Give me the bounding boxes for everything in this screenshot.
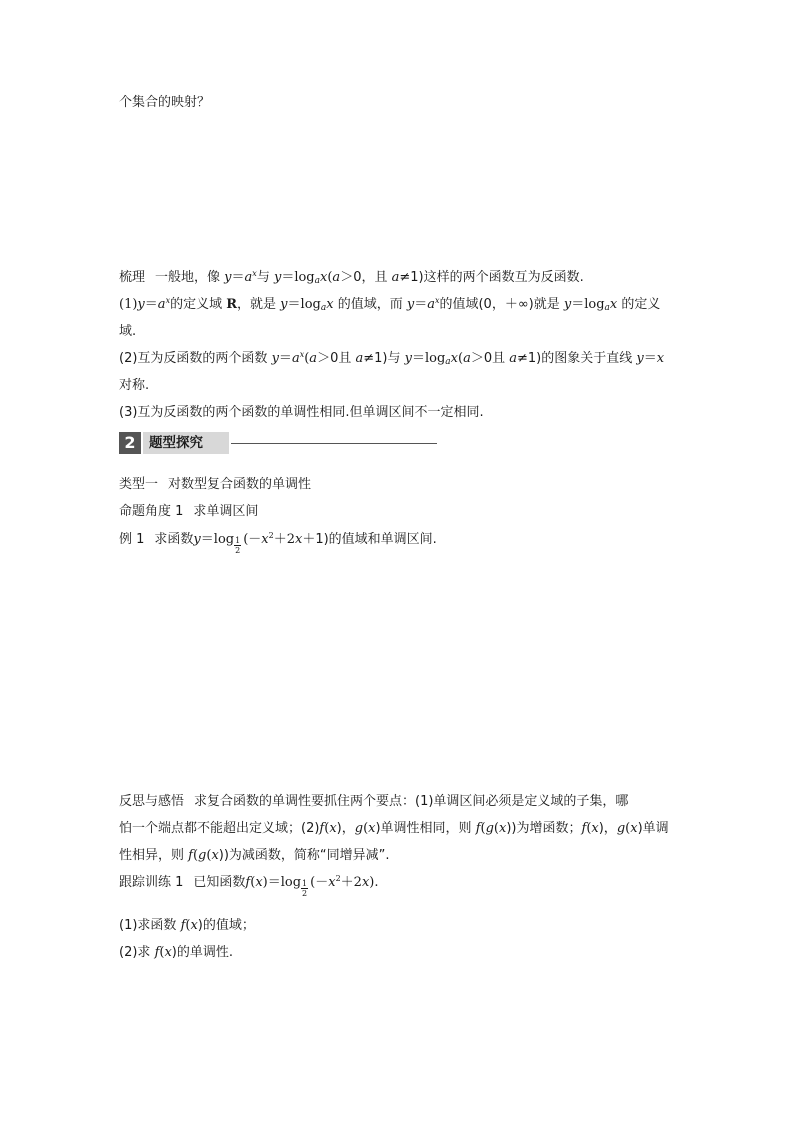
section-rule <box>231 443 437 444</box>
summary-line-1: 梳理 一般地，像 $y=a^x$与 $y=\log_ax(a>0$，且 a≠1)这样的两个函数互为反函数. <box>119 269 584 286</box>
intro-tail: 个集合的映射？ <box>119 95 211 110</box>
summary-lead: 梳理 <box>119 270 146 285</box>
example-1: 例 1 求函数y＝log $\frac{1}{2}$ $(-x^2+2x+1)$的值域和单调区间. <box>119 531 437 555</box>
intro-text <box>119 94 210 112</box>
fraction-one-half: $\frac{1}{2}$ <box>302 879 308 898</box>
fraction-one-half: $\frac{1}{2}$ <box>235 536 241 555</box>
section-number: 2 <box>119 432 141 454</box>
summary-line-6: (3)互为反函数的两个函数的单调性相同.但单调区间不一定相同. <box>119 405 484 420</box>
follow-up-exercise: 跟踪训练 1 已知函数f(x)＝log $\frac{1}{2}$ $(-x^2+2x)$. <box>119 874 379 898</box>
reflection-line-1: 反思与感悟 求复合函数的单调性要抓住两个要点：(1)单调区间必须是定义域的子集，哪 <box>119 794 629 809</box>
reflection-line-2: 怕一个端点都不能超出定义域；(2)f(x)，g(x)单调性相同，则 f(g(x))为增函数；f(x)，g(x)单调 <box>119 821 669 836</box>
reflection-line-3: 性相异，则 f(g(x))为减函数，简称“同增异减”. <box>119 848 390 863</box>
summary-line-4: (2)互为反函数的两个函数 $y=a^x(a>0$且 a≠1)与 $y=\log_ax(a>0$且 a≠1)的图象关于直线 y＝x <box>119 350 665 367</box>
section-title: 题型探究 <box>143 432 229 454</box>
angle-heading: 命题角度 1 求单调区间 <box>119 504 259 519</box>
summary-line-5: 对称. <box>119 378 150 393</box>
section-header <box>119 432 439 454</box>
type-heading: 类型一 对数型复合函数的单调性 <box>119 477 312 492</box>
summary-line-2: $(1)y=a^x$的定义域 R，就是 $y=\log_ax$ 的值域，而 $y=a^x$的值域(0，＋∞)就是 $y=\log_ax$ 的定义 <box>119 296 661 313</box>
summary-line-3: 域. <box>119 324 137 339</box>
question-2: (2)求 f(x)的单调性. <box>119 945 234 960</box>
question-1: (1)求函数 f(x)的值域； <box>119 918 255 933</box>
